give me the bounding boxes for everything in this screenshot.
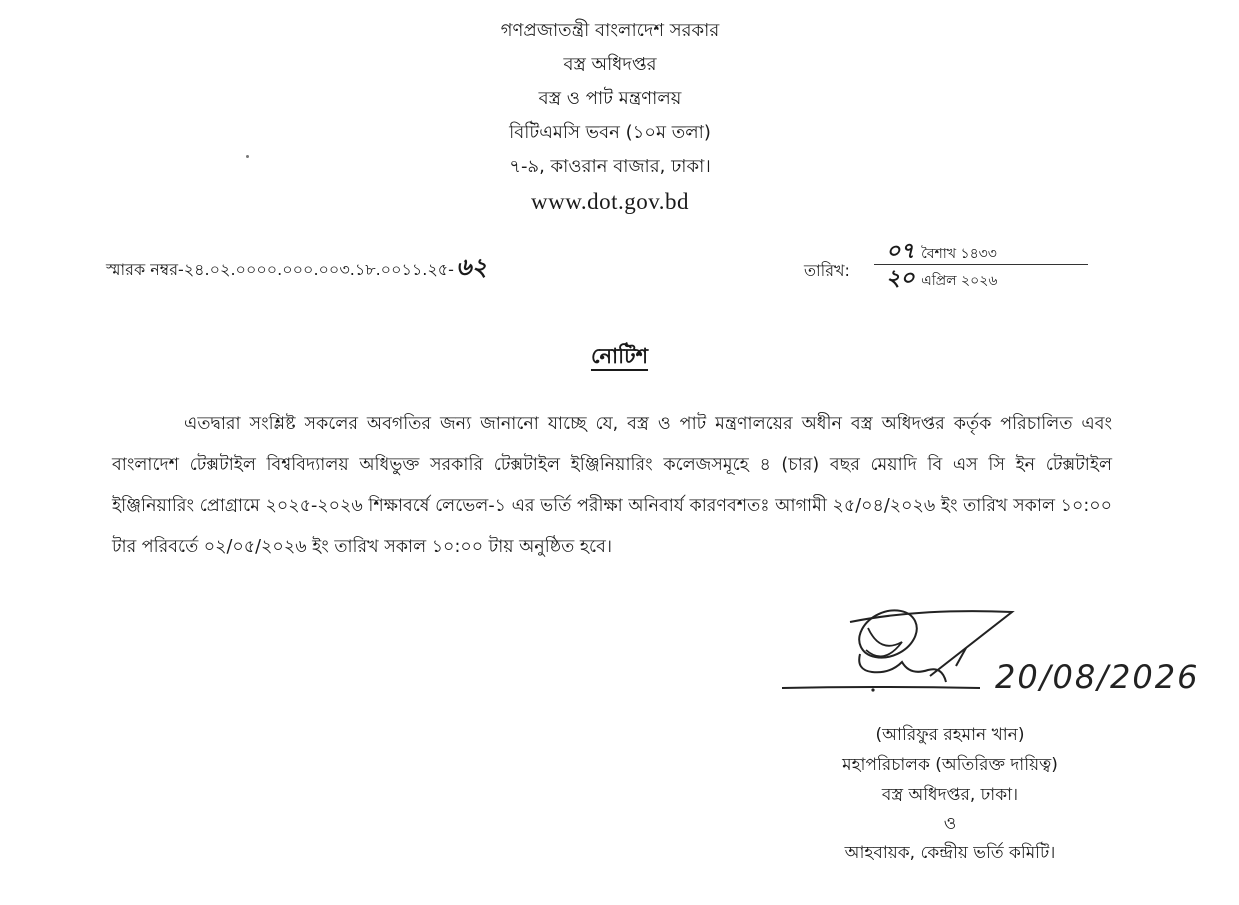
notice-body <box>112 404 1112 568</box>
scan-speck <box>246 155 249 158</box>
signatory-name: (আরিফুর রহমান খান) <box>875 725 1025 745</box>
notice-title: নোটিশ <box>590 344 649 368</box>
signatory-designation: মহাপরিচালক (অতিরিক্ত দায়িত্ব) <box>842 755 1058 775</box>
signature-block <box>780 600 1200 710</box>
english-date <box>874 265 1088 291</box>
notice-heading <box>0 340 1239 375</box>
date-block <box>874 238 1088 291</box>
signatory-office: বস্ত্র অধিদপ্তর, ঢাকা। <box>881 785 1019 805</box>
memo-number-prefix: স্মারক নম্বর-২৪.০২.০০০০.০০০.০০৩.১৮.০০১১.২৫- <box>106 260 454 279</box>
building-name: বিটিএমসি ভবন (১০ম তলা) <box>509 122 711 143</box>
signatory-details <box>790 720 1110 868</box>
bangla-date-month-year: বৈশাখ ১৪৩৩ <box>921 246 997 262</box>
bangla-date-day: ০৭ <box>886 238 915 264</box>
signatory-committee-role: আহবায়ক, কেন্দ্রীয় ভর্তি কমিটি। <box>844 843 1056 863</box>
office-address: ৭-৯, কাওরান বাজার, ঢাকা। <box>509 156 711 177</box>
date-label: তারিখ: <box>804 261 850 280</box>
department-name: বস্ত্র অধিদপ্তর <box>563 54 657 75</box>
bangla-date <box>874 238 1088 264</box>
website-link[interactable]: www.dot.gov.bd <box>531 189 689 214</box>
government-name: গণপ্রজাতন্ত্রী বাংলাদেশ সরকার <box>500 20 720 41</box>
memo-number-handwritten: ৬২ <box>455 252 488 281</box>
letterhead <box>300 14 920 220</box>
english-date-day: ২০ <box>886 265 915 291</box>
notice-paragraph: এতদ্বারা সংশ্লিষ্ট সকলের অবগতির জন্য জানানো যাচ্ছে যে, বস্ত্র ও পাট মন্ত্রণালয়ের অধীন বস্ত্র অধিদপ্তর কর্তৃক পরিচালিত এবং বাংলাদেশ টেক্সটাইল বিশ্ববিদ্যালয় অধিভুক্ত সরকারি টেক্সটাইল ইঞ্জিনিয়ারিং কলেজসমূহে ৪ (চার) বছর মেয়াদি বি এস সি ইন টেক্সটাইল ইঞ্জিনিয়ারিং প্রোগ্রামে ২০২৫-২০২৬ শিক্ষাবর্ষে লেভেল-১ এর ভর্তি পরীক্ষা অনিবার্য কারণবশতঃ আগামী ২৫/০৪/২০২৬ ইং তারিখ সকাল ১০:০০ টার পরিবর্তে ০২/০৫/২০২৬ ইং তারিখ সকাল ১০:০০ টায় অনুষ্ঠিত হবে। <box>112 414 1112 557</box>
signatory-conjunction: ও <box>943 814 957 834</box>
memo-number <box>106 252 487 285</box>
english-date-month-year: এপ্রিল ২০২৬ <box>921 273 998 289</box>
ministry-name: বস্ত্র ও পাট মন্ত্রণালয় <box>538 88 682 109</box>
signature-date: 20/08/2026 <box>995 658 1200 696</box>
